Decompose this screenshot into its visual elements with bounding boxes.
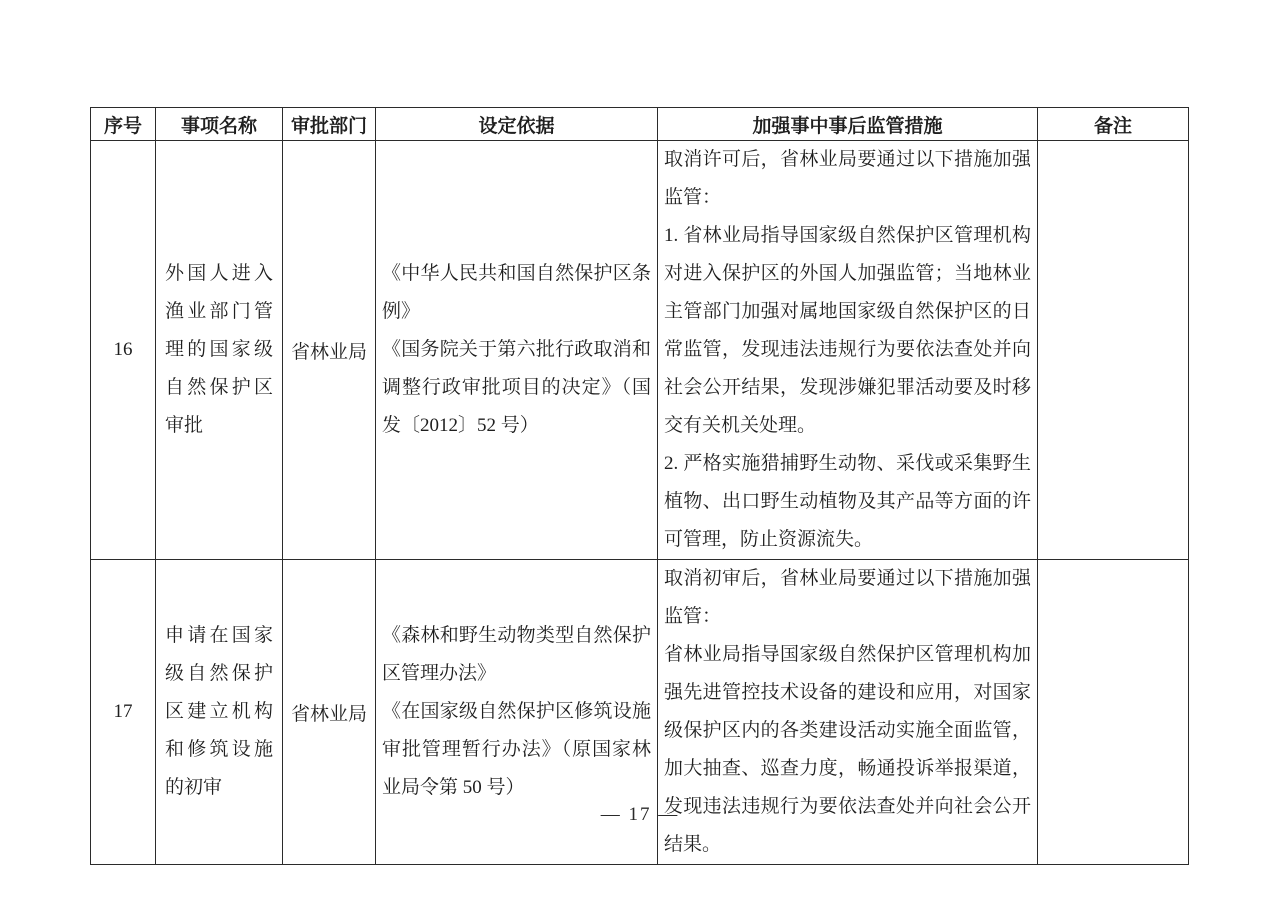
basis-paragraph: 《中华人民共和国自然保护区条例》 bbox=[382, 263, 651, 322]
header-seq: 序号 bbox=[91, 108, 156, 141]
setting-basis bbox=[376, 141, 658, 560]
measures-paragraph: 1. 省林业局指导国家级自然保护区管理机构对进入保护区的外国人加强监管；当地林业主管部门加强对属地国家级自然保护区的日常监管，发现违法违规行为要依法查处并向社会公开结果，发现涉嫌犯罪活动要及时移交有关机关处理。 bbox=[664, 225, 1031, 436]
measures-paragraph: 取消许可后，省林业局要通过以下措施加强监管： bbox=[664, 149, 1031, 208]
measures-paragraph: 取消初审后，省林业局要通过以下措施加强监管： bbox=[664, 568, 1031, 627]
header-item-name: 事项名称 bbox=[156, 108, 283, 141]
basis-paragraph: 《国务院关于第六批行政取消和调整行政审批项目的决定》（国发〔2012〕52 号） bbox=[382, 339, 651, 436]
page-number: — 17 — bbox=[600, 804, 680, 825]
basis-paragraph: 《森林和野生动物类型自然保护区管理办法》 bbox=[382, 625, 651, 684]
supervision-measures bbox=[658, 141, 1038, 560]
header-supervision-measures: 加强事中事后监管措施 bbox=[658, 108, 1038, 141]
header-remarks: 备注 bbox=[1038, 108, 1189, 141]
header-approval-department: 审批部门 bbox=[283, 108, 376, 141]
header-setting-basis: 设定依据 bbox=[376, 108, 658, 141]
measures-paragraph: 2. 严格实施猎捕野生动物、采伐或采集野生植物、出口野生动植物及其产品等方面的许可管理，防止资源流失。 bbox=[664, 453, 1031, 550]
approval-department: 省林业局 bbox=[283, 560, 376, 865]
basis-paragraph: 《在国家级自然保护区修筑设施审批管理暂行办法》（原国家林业局令第 50 号） bbox=[382, 701, 651, 798]
remarks bbox=[1038, 141, 1189, 560]
approval-department: 省林业局 bbox=[283, 141, 376, 560]
item-name: 申请在国家级自然保护区建立机构和修筑设施的初审 bbox=[156, 560, 283, 865]
seq-number: 17 bbox=[91, 560, 156, 865]
item-name: 外国人进入渔业部门管理的国家级自然保护区审批 bbox=[156, 141, 283, 560]
table-header-row bbox=[91, 108, 1189, 141]
table-row bbox=[91, 141, 1189, 560]
seq-number: 16 bbox=[91, 141, 156, 560]
measures-paragraph: 省林业局指导国家级自然保护区管理机构加强先进管控技术设备的建设和应用，对国家级保护区内的各类建设活动实施全面监管，加大抽查、巡查力度，畅通投诉举报渠道，发现违法违规行为要依法查处并向社会公开结果。 bbox=[664, 644, 1031, 855]
regulation-supervision-table bbox=[90, 107, 1189, 865]
